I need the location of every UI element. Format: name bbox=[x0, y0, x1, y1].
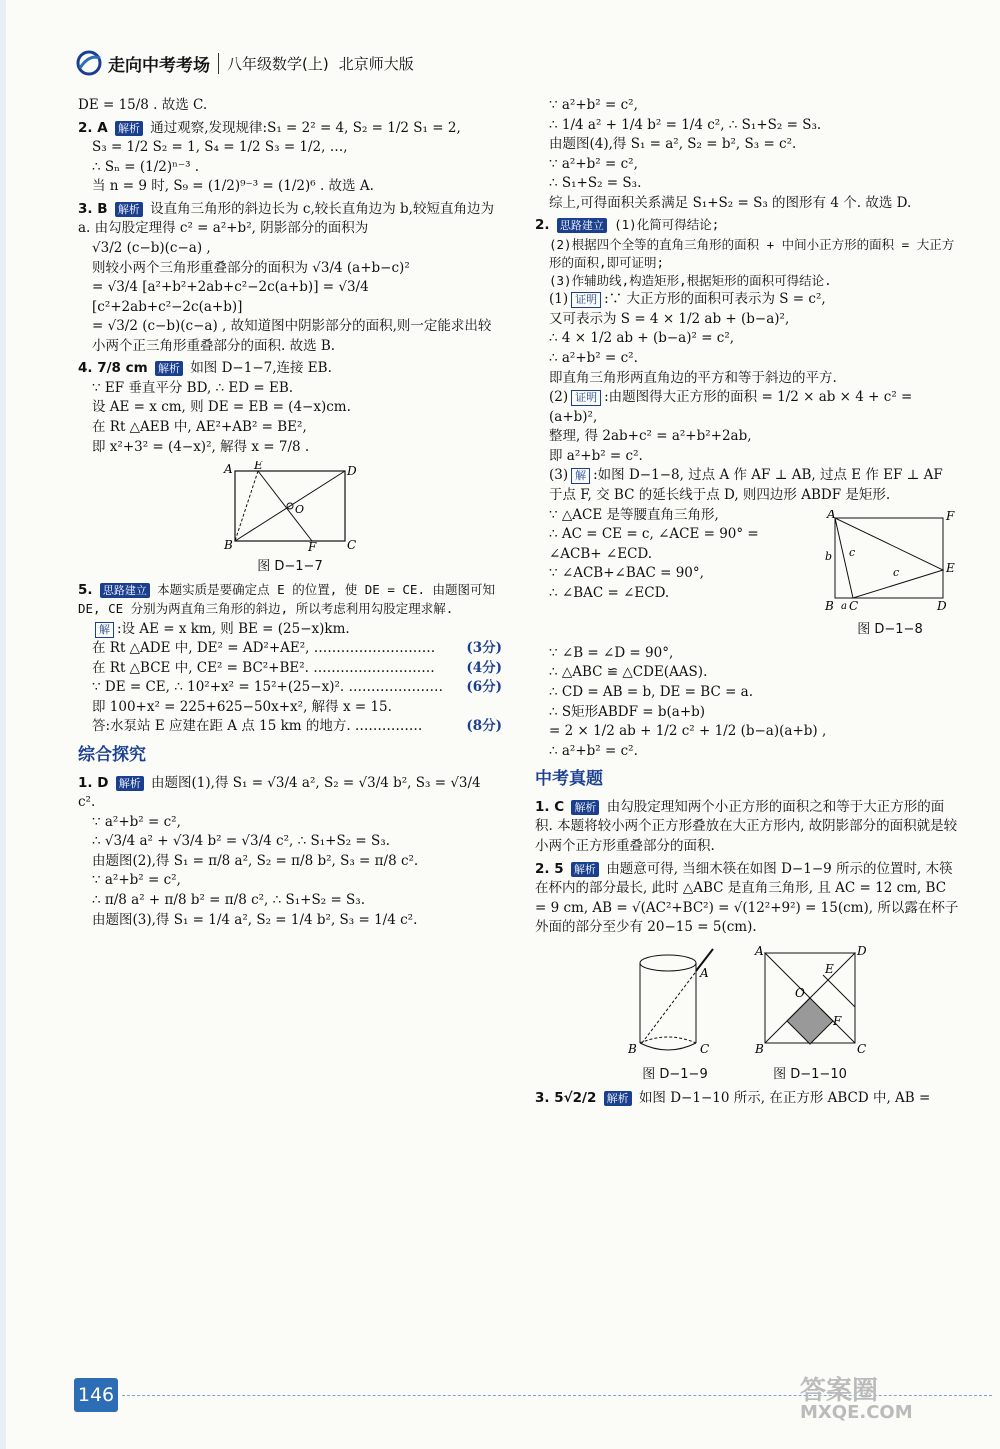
answer-3 bbox=[78, 200, 502, 357]
section-heading: 中考真题 bbox=[535, 769, 603, 790]
answer-text: 由题图(4),得 S₁ = a², S₂ = b², S₃ = c². bbox=[549, 136, 797, 153]
answer-text: 通过观察,发现规律:S₁ = 2² = 4, S₂ = 1/2 S₁ = 2, bbox=[150, 119, 461, 136]
answer-text: = √3/4 [a²+b²+2ab+c²−2c(a+b)] = √3/4 [c²+2ab+c²−2c(a+b)] bbox=[92, 279, 369, 315]
svg-text:E: E bbox=[254, 461, 263, 473]
svg-text:A: A bbox=[754, 944, 764, 958]
answer-text: ∵ a²+b² = c², bbox=[92, 813, 181, 830]
figure-d-1-8 bbox=[820, 510, 960, 640]
margin-decoration bbox=[0, 0, 6, 1449]
answer-text: 由题图(2),得 S₁ = π/8 a², S₂ = π/8 b², S₃ = π/8 c². bbox=[92, 852, 419, 869]
answer-text: ∵ △ACE 是等腰直角三角形, bbox=[549, 506, 719, 523]
answer-2 bbox=[78, 119, 502, 197]
answer-step bbox=[78, 678, 502, 698]
figure-caption: 图 D−1−10 bbox=[773, 1067, 847, 1083]
answer-text: ∵ a²+b² = c², bbox=[92, 872, 181, 889]
score-points: (4分) bbox=[466, 659, 502, 676]
svg-text:D: D bbox=[936, 598, 947, 613]
answer-text: ∵ ∠ACB+∠BAC = 90°, bbox=[549, 565, 704, 582]
answer-text: ∴ 4 × 1/2 ab + (b−a)² = c², bbox=[549, 330, 735, 347]
solution-tag: 解 bbox=[571, 468, 590, 484]
answer-text: ∴ Sₙ = (1/2)ⁿ⁻³ . bbox=[92, 158, 200, 175]
answer-text: 如图 D−1−10 所示, 在正方形 ABCD 中, AB = bbox=[638, 1090, 931, 1107]
figures-row bbox=[535, 941, 960, 1089]
part-label: (1) bbox=[549, 291, 569, 308]
rectangle-triangle-diagram bbox=[823, 510, 958, 615]
score-points: (6分) bbox=[466, 679, 502, 696]
analysis-tag: 解析 bbox=[116, 776, 144, 791]
analysis-tag: 解析 bbox=[571, 862, 599, 877]
answer-text: ∴ 1/4 a² + 1/4 b² = 1/4 c², ∴ S₁+S₂ = S₃. bbox=[549, 116, 822, 133]
answer-number: 4. 7/8 cm bbox=[78, 360, 148, 377]
answer-text: ∵ a²+b² = c², bbox=[549, 97, 638, 113]
answer-text: 即 100+x² = 225+625−50x+x², 解得 x = 15. bbox=[92, 698, 392, 715]
answer-text: ∵ a²+b² = c², bbox=[549, 155, 638, 172]
figure-caption: 图 D−1−9 bbox=[642, 1067, 708, 1083]
part-label: (2) bbox=[549, 389, 569, 406]
hint-text: (3)作辅助线,构造矩形,根据矩形的面积可得结论. bbox=[549, 273, 832, 289]
thinking-tag: 思路建立 bbox=[100, 583, 150, 598]
watermark bbox=[800, 1378, 913, 1422]
svg-text:B: B bbox=[754, 1041, 764, 1056]
answer-text: 由题意可得, 当细木筷在如图 D−1−9 所示的位置时, 木筷在杯内的部分最长, 此时 △ABC 是直角三角形, 且 AC = 12 cm, BC = 9 cm, AB = √(AC²+BC²) = √(12²+9²) = 15(cm), 所以露在杯子外面的部分至少有 20−15 = 5(cm). bbox=[535, 860, 959, 936]
svg-text:O: O bbox=[794, 985, 805, 1000]
section-heading: 综合探究 bbox=[78, 745, 146, 766]
step-text: 在 Rt △ADE 中, DE² = AD²+AE², ……………………… bbox=[92, 640, 436, 657]
answer-text: 当 n = 9 时, S₉ = (1/2)⁹⁻³ = (1/2)⁶ . 故选 A. bbox=[92, 178, 374, 195]
answer-number: 2. 5 bbox=[535, 860, 564, 877]
svg-text:O: O bbox=[295, 503, 305, 517]
thinking-tag: 思路建立 bbox=[557, 218, 607, 233]
answer-line: DE = 15/8 . 故选 C. bbox=[78, 97, 208, 113]
answer-p2 bbox=[535, 216, 960, 761]
svg-text:F: F bbox=[945, 509, 954, 523]
svg-text:C: C bbox=[699, 1041, 709, 1056]
svg-text:B: B bbox=[627, 1041, 637, 1056]
proof-tag: 证明 bbox=[571, 390, 601, 406]
answer-text: = √3/2 (c−b)(c−a) , 故知道图中阴影部分的面积,则一定能求出较小两个正三角形重叠部分的面积. 故选 B. bbox=[92, 318, 492, 354]
figure-caption: 图 D−1−8 bbox=[857, 622, 923, 638]
svg-text:a: a bbox=[840, 600, 847, 612]
watermark-url: MXQE.COM bbox=[800, 1402, 913, 1423]
answer-text: ∴ a²+b² = c². bbox=[549, 742, 638, 759]
svg-text:F: F bbox=[308, 540, 317, 552]
answer-text bbox=[78, 620, 502, 640]
svg-text:b: b bbox=[824, 549, 832, 563]
hint-text: 本题实质是要确定点 E 的位置, 使 DE = CE. 由题图可知 DE, CE 分别为两直角三角形的斜边, 所以考虑利用勾股定理求解. bbox=[78, 581, 496, 617]
answer-text: = 2 × 1/2 ab + 1/2 c² + 1/2 (b−a)(a+b) , bbox=[549, 723, 827, 740]
step-text: :由题图得大正方形的面积 = 1/2 × ab × 4 + c² = (a+b)², bbox=[549, 389, 913, 425]
figure-d-1-10 bbox=[753, 945, 868, 1085]
answer-text: ∴ △ABC ≌ △CDE(AAS). bbox=[549, 664, 708, 681]
cylinder-cup-diagram bbox=[628, 945, 723, 1060]
answer-number: 5. bbox=[78, 581, 93, 598]
answer-text: √3/2 (c−b)(c−a) , bbox=[92, 239, 211, 256]
rectangle-diagram bbox=[220, 461, 360, 551]
answer-text: 设 AE = x cm, 则 DE = EB = (4−x)cm. bbox=[92, 399, 351, 416]
answer-text: 如图 D−1−7,连接 EB. bbox=[190, 360, 332, 377]
answer-text: S₃ = 1/2 S₂ = 1, S₄ = 1/2 S₃ = 1/2, …, bbox=[92, 139, 348, 156]
answer-text: 在 Rt △AEB 中, AE²+AB² = BE², bbox=[92, 419, 307, 435]
analysis-tag: 解析 bbox=[571, 800, 599, 815]
answer-text: ∴ CD = AB = b, DE = BC = a. bbox=[549, 684, 754, 701]
proof-steps bbox=[535, 506, 820, 644]
answer-k2 bbox=[535, 860, 960, 938]
answer-z1 bbox=[78, 774, 502, 931]
logo-icon bbox=[74, 50, 104, 76]
answer-text: 又可表示为 S = 4 × 1/2 ab + (b−a)², bbox=[549, 310, 790, 327]
svg-text:C: C bbox=[848, 598, 858, 613]
svg-text:E: E bbox=[824, 961, 834, 976]
answer-number: 3. B bbox=[78, 200, 108, 217]
answer-text: 即 x²+3² = (4−x)², 解得 x = 7/8 . bbox=[92, 438, 310, 455]
answer-step bbox=[78, 717, 502, 737]
analysis-tag: 解析 bbox=[604, 1091, 632, 1106]
score-points: (3分) bbox=[466, 640, 502, 657]
solution-tag: 解 bbox=[95, 622, 114, 638]
svg-text:A: A bbox=[224, 462, 233, 477]
answer-text: 即 a²+b² = c². bbox=[549, 447, 643, 464]
step-text: :∵ 大正方形的面积可表示为 S = c², bbox=[604, 291, 826, 308]
part-label: (3) bbox=[549, 467, 569, 484]
step-text: 答:水泵站 E 应建在距 A 点 15 km 的地方. …………… bbox=[92, 718, 423, 735]
right-column bbox=[535, 96, 960, 1112]
answer-text: ∴ a²+b² = c². bbox=[549, 350, 638, 366]
answer-text: ∵ EF 垂直平分 BD, ∴ ED = EB. bbox=[92, 379, 294, 396]
answer-text: ∴ S₁+S₂ = S₃. bbox=[549, 175, 642, 192]
answer-text: 由题图(1),得 S₁ = √3/4 a², S₂ = √3/4 b², S₃ = √3/4 c². bbox=[78, 774, 481, 811]
svg-text:C: C bbox=[347, 538, 357, 552]
watermark-text: 答案圈 bbox=[800, 1376, 879, 1406]
running-header bbox=[74, 50, 414, 76]
proof-with-figure bbox=[535, 506, 960, 644]
answer-number: 2. bbox=[535, 217, 550, 234]
hint-text: (2)根据四个全等的直角三角形的面积 + 中间小正方形的面积 = 大正方形的面积,即可证明; bbox=[549, 236, 955, 271]
proof-tag: 证明 bbox=[571, 292, 601, 308]
svg-text:A: A bbox=[699, 965, 709, 980]
answer-k3 bbox=[535, 1089, 960, 1109]
answer-text: 由题图(3),得 S₁ = 1/4 a², S₂ = 1/4 b², S₃ = 1/4 c². bbox=[92, 911, 418, 928]
svg-text:D: D bbox=[856, 944, 867, 958]
answer-text: 设直角三角形的斜边长为 c,较长直角边为 b,较短直角边为 a. 由勾股定理得 c² = a²+b², 阴影部分的面积为 bbox=[78, 200, 494, 237]
answer-4 bbox=[78, 359, 502, 457]
proof-step bbox=[535, 388, 960, 427]
score-points: (8分) bbox=[466, 718, 502, 735]
answer-number: 3. 5√2/2 bbox=[535, 1090, 597, 1107]
svg-text:A: A bbox=[826, 509, 836, 521]
answer-number: 1. D bbox=[78, 774, 109, 791]
svg-text:F: F bbox=[832, 1013, 841, 1028]
answer-text: ∴ S矩形ABDF = b(a+b) bbox=[549, 703, 706, 720]
svg-text:E: E bbox=[945, 560, 955, 575]
analysis-tag: 解析 bbox=[115, 121, 143, 136]
svg-text:D: D bbox=[347, 464, 357, 479]
answer-step bbox=[78, 659, 502, 679]
analysis-tag: 解析 bbox=[115, 202, 143, 217]
step-text: ∵ DE = CE, ∴ 10²+x² = 15²+(25−x)². ………………… bbox=[92, 679, 443, 696]
answer-k1 bbox=[535, 798, 960, 857]
answer-text: 则较小两个三角形重叠部分的面积为 √3/4 (a+b−c)² bbox=[92, 259, 410, 276]
book-edition: 北京师大版 bbox=[338, 54, 414, 73]
proof-step bbox=[535, 466, 960, 505]
answer-text: ∠ACB+ ∠ECD. bbox=[549, 545, 653, 562]
brand-title: 走向中考考场 bbox=[108, 55, 210, 76]
svg-text:c: c bbox=[892, 565, 899, 579]
svg-text:c: c bbox=[848, 545, 855, 559]
answer-text: ∴ ∠BAC = ∠ECD. bbox=[549, 584, 670, 601]
left-column bbox=[78, 96, 502, 933]
answer-text: ∴ AC = CE = c, ∠ACE = 90° = bbox=[549, 526, 759, 543]
answer-text: 即直角三角形两直角边的平方和等于斜边的平方. bbox=[549, 369, 837, 386]
svg-text:B: B bbox=[824, 598, 834, 613]
answer-5 bbox=[78, 581, 502, 738]
figure-d-1-7 bbox=[78, 461, 502, 576]
step-text: 在 Rt △BCE 中, CE² = BC²+BE². ……………………… bbox=[92, 659, 435, 676]
step-text: :如图 D−1−8, 过点 A 作 AF ⊥ AB, 过点 E 作 EF ⊥ AF 于点 F, 交 BC 的延长线于点 D, 则四边形 ABDF 是矩形. bbox=[549, 467, 943, 503]
analysis-tag: 解析 bbox=[155, 361, 183, 376]
answer-text: ∴ π/8 a² + π/8 b² = π/8 c², ∴ S₁+S₂ = S₃. bbox=[92, 892, 365, 909]
hint-text: (1)化简可得结论; bbox=[614, 217, 720, 233]
answer-text: 整理, 得 2ab+c² = a²+b²+2ab, bbox=[549, 428, 752, 445]
answer-text: ∵ ∠B = ∠D = 90°, bbox=[549, 644, 674, 661]
answer-text: ∴ √3/4 a² + √3/4 b² = √3/4 c², ∴ S₁+S₂ = S₃. bbox=[92, 833, 390, 850]
square-overlap-diagram bbox=[753, 945, 868, 1060]
answer-text: 综上,可得面积关系满足 S₁+S₂ = S₃ 的图形有 4 个. 故选 D. bbox=[549, 194, 912, 211]
answer-step bbox=[78, 639, 502, 659]
answer-number: 1. C bbox=[535, 798, 565, 815]
answer-text: 由勾股定理知两个小正方形的面积之和等于大正方形的面积. 本题将较小两个正方形叠放在大正方形内, 故阴影部分的面积就是较小两个正方形重叠部分的面积. bbox=[535, 798, 958, 855]
figure-d-1-9 bbox=[628, 945, 723, 1085]
answer-number: 2. A bbox=[78, 119, 108, 136]
svg-text:B: B bbox=[224, 538, 233, 552]
page-number: 146 bbox=[74, 1378, 118, 1412]
proof-step bbox=[535, 290, 960, 310]
svg-text:C: C bbox=[856, 1041, 866, 1056]
book-subtitle: 八年级数学(上) bbox=[218, 53, 329, 74]
answer-text: :设 AE = x km, 则 BE = (25−x)km. bbox=[117, 620, 350, 637]
figure-caption: 图 D−1−7 bbox=[257, 558, 323, 574]
